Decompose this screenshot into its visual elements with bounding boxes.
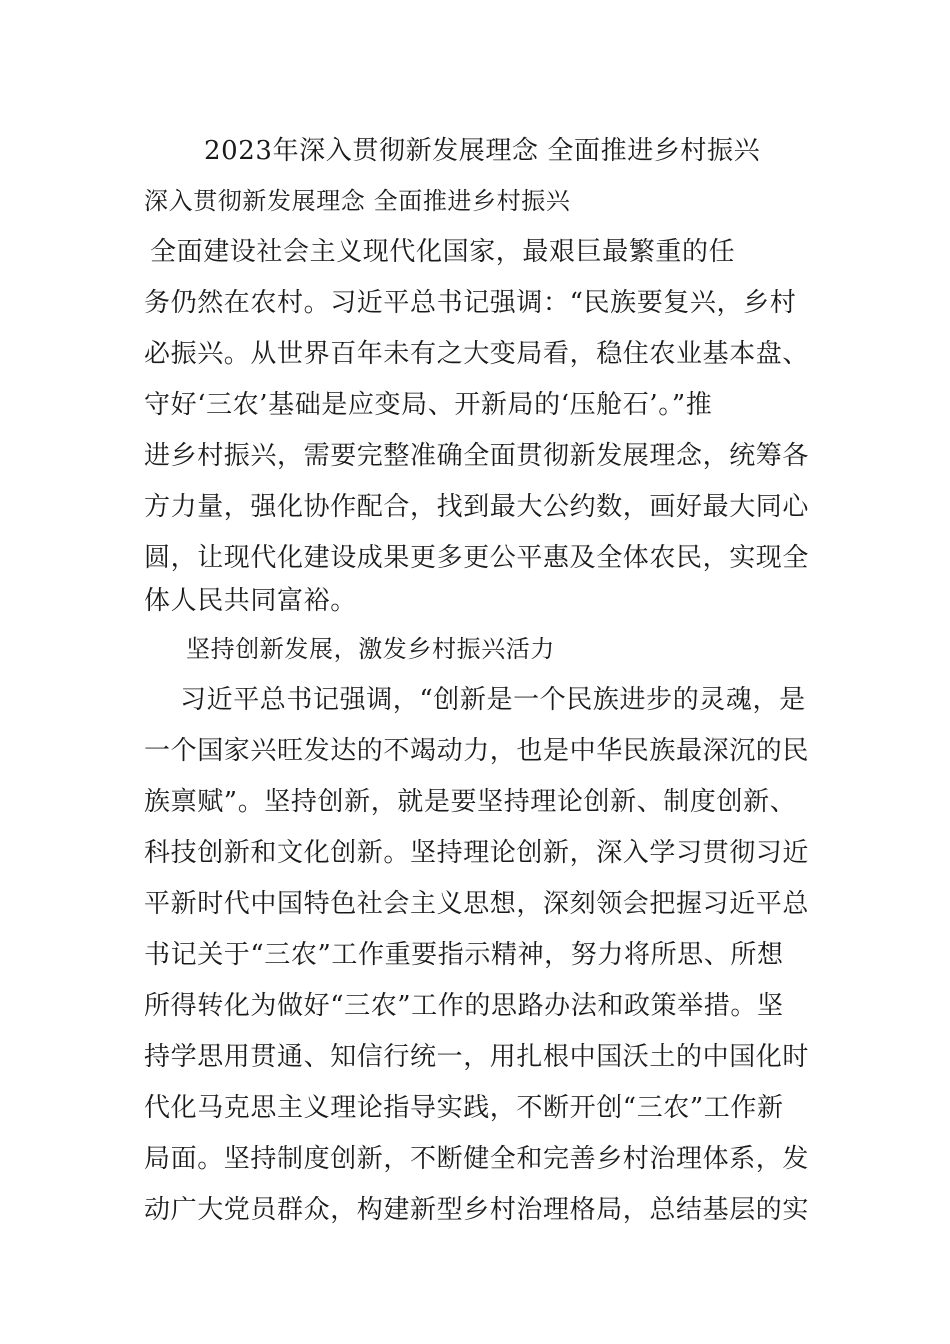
paragraph-line: 平新时代中国特色社会主义思想，深刻领会把握习近平总 [144, 889, 810, 919]
document-title: 2023年深入贯彻新发展理念 全面推进乡村振兴 [204, 136, 761, 166]
paragraph-line: 务仍然在农村。习近平总书记强调：“民族要复兴，乡村 [144, 288, 797, 318]
paragraph-line: 所得转化为做好“三农”工作的思路办法和政策举措。坚 [144, 991, 784, 1021]
paragraph-line: 必振兴。从世界百年未有之大变局看，稳住农业基本盘、 [144, 339, 810, 369]
paragraph-line: 书记关于“三农”工作重要指示精神，努力将所思、所想 [144, 940, 784, 970]
paragraph-line: 动广大党员群众，构建新型乡村治理格局，总结基层的实 [144, 1195, 810, 1225]
document-subtitle: 深入贯彻新发展理念 全面推进乡村振兴 [144, 187, 571, 215]
paragraph-line: 族禀赋”。坚持创新，就是要坚持理论创新、制度创新、 [144, 787, 797, 817]
paragraph-line: 科技创新和文化创新。坚持理论创新，深入学习贯彻习近 [144, 838, 810, 868]
paragraph-line: 体人民共同富裕。 [144, 586, 357, 616]
paragraph-line: 代化马克思主义理论指导实践，不断开创“三农”工作新 [144, 1093, 784, 1123]
paragraph-line: 圆，让现代化建设成果更多更公平惠及全体农民，实现全 [144, 543, 810, 573]
paragraph-line: 一个国家兴旺发达的不竭动力，也是中华民族最深沉的民 [144, 736, 810, 766]
paragraph-line: 进乡村振兴，需要完整准确全面贯彻新发展理念，统筹各 [144, 441, 810, 471]
paragraph-line: 全面建设社会主义现代化国家，最艰巨最繁重的任 [150, 237, 736, 267]
paragraph-line: 习近平总书记强调，“创新是一个民族进步的灵魂，是 [180, 685, 806, 715]
section-heading: 坚持创新发展，激发乡村振兴活力 [186, 635, 555, 663]
paragraph-line: 局面。坚持制度创新，不断健全和完善乡村治理体系，发 [144, 1144, 810, 1174]
paragraph-line: 守好‘三农’基础是应变局、开新局的‘压舱石’。”推 [144, 390, 713, 420]
paragraph-line: 持学思用贯通、知信行统一，用扎根中国沃土的中国化时 [144, 1042, 810, 1072]
paragraph-line: 方力量，强化协作配合，找到最大公约数，画好最大同心 [144, 492, 810, 522]
